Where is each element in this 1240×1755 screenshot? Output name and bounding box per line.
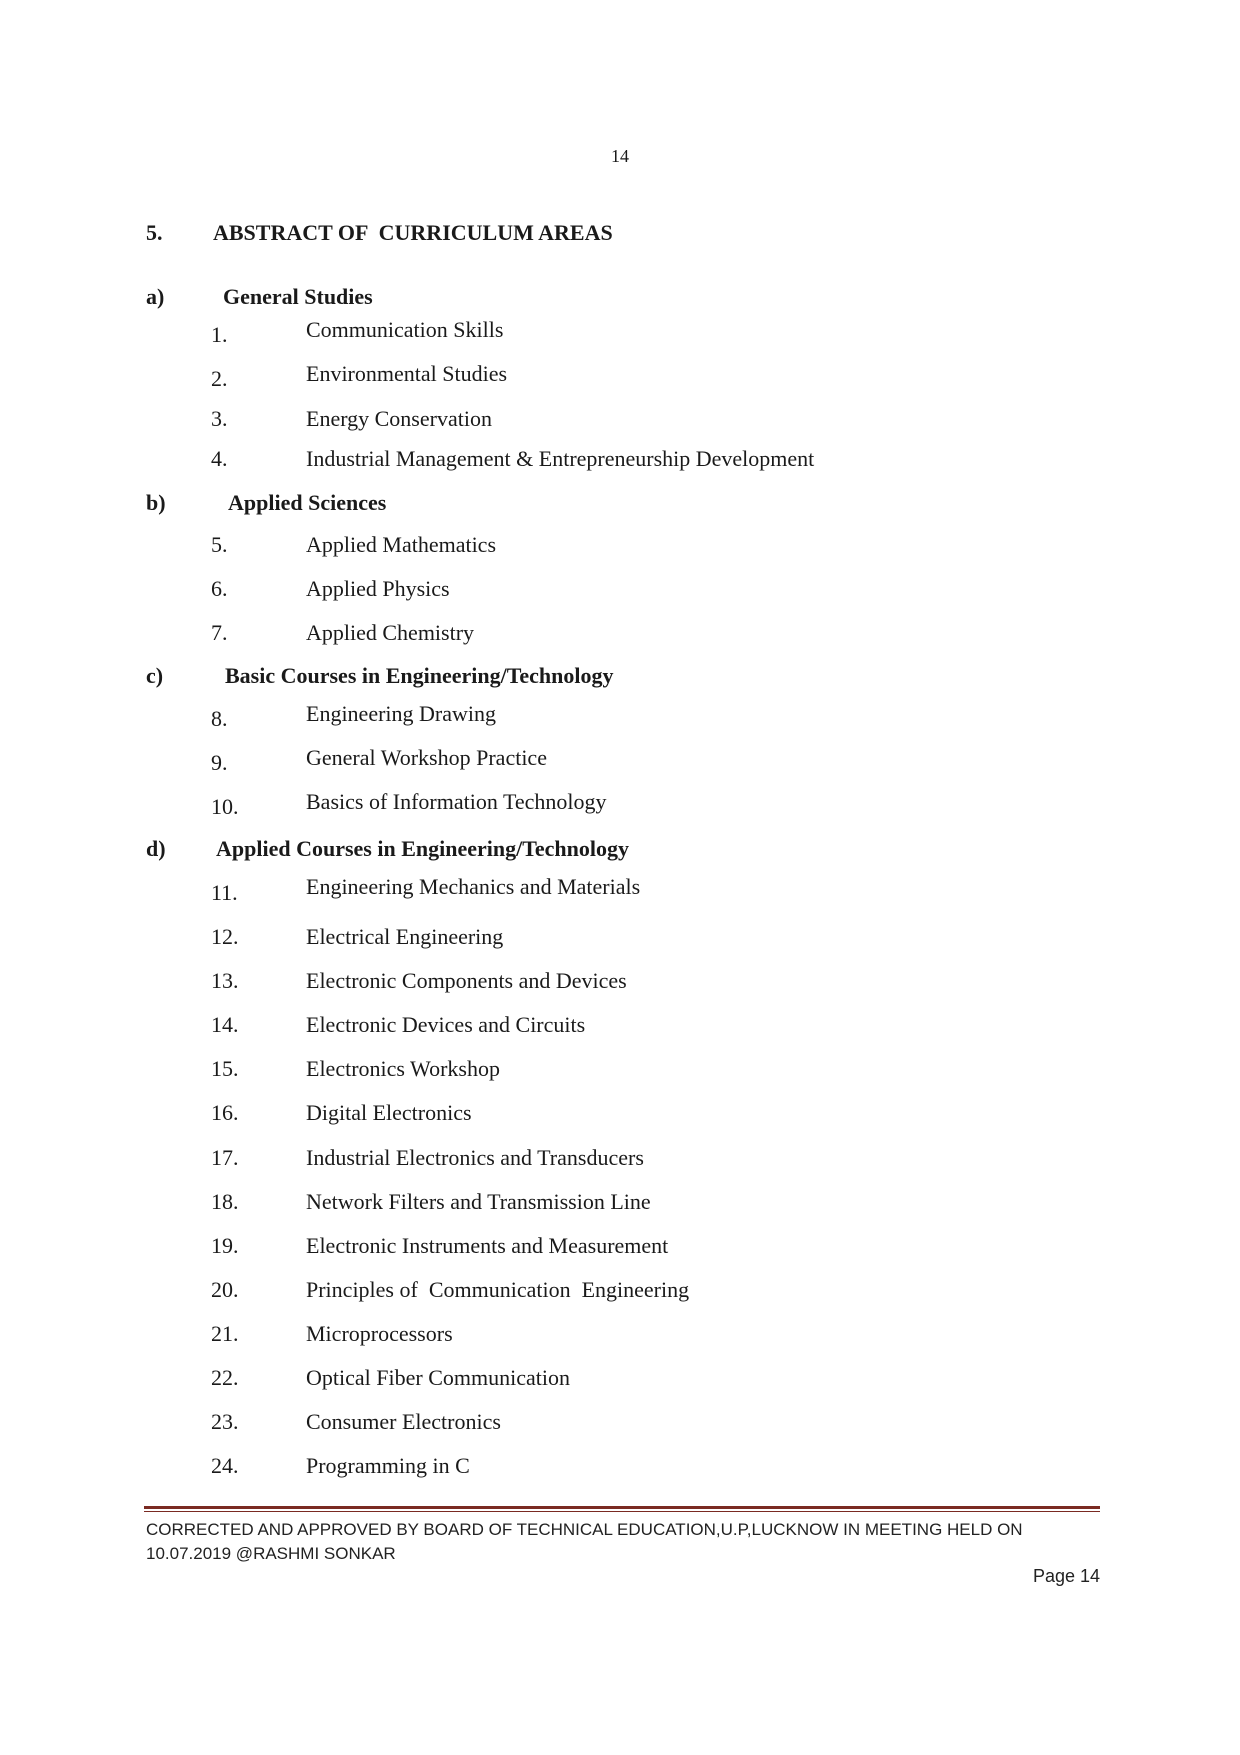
item-label: Basics of Information Technology (306, 789, 607, 814)
list-item (211, 789, 607, 820)
footer-line-1: CORRECTED AND APPROVED BY BOARD OF TECHNICAL EDUCATION,U.P,LUCKNOW IN MEETING HELD ON (146, 1520, 1023, 1539)
item-number: 14. (211, 1012, 239, 1037)
group-heading-general-studies (146, 284, 373, 310)
item-label: Programming in C (306, 1453, 470, 1478)
item-label: Digital Electronics (306, 1100, 472, 1125)
item-label: Applied Physics (306, 576, 450, 601)
item-number: 19. (211, 1233, 239, 1258)
item-number: 17. (211, 1145, 239, 1170)
item-label: Electronic Components and Devices (306, 968, 627, 993)
group-heading-applied-sciences (146, 490, 387, 516)
list-item (211, 576, 450, 602)
item-number: 12. (211, 924, 239, 949)
list-item (211, 361, 508, 392)
item-number: 10. (211, 794, 239, 819)
item-label: Engineering Drawing (306, 701, 496, 726)
list-item (211, 924, 503, 950)
list-item (211, 1012, 585, 1038)
item-number: 6. (211, 576, 228, 601)
item-number: 20. (211, 1277, 239, 1302)
item-number: 9. (211, 750, 228, 775)
footer-page-number: Page 14 (1032, 1566, 1100, 1586)
item-label: Consumer Electronics (306, 1409, 501, 1434)
group-title: Basic Courses in Engineering/Technology (225, 663, 614, 688)
item-number: 5. (211, 532, 228, 557)
list-item (211, 1277, 689, 1303)
item-label: General Workshop Practice (306, 745, 547, 770)
item-label: Energy Conservation (306, 406, 492, 431)
list-item (211, 317, 504, 348)
item-label: Electronics Workshop (306, 1056, 500, 1081)
group-title: Applied Courses in Engineering/Technology (216, 836, 629, 861)
footer-divider (144, 1506, 1100, 1512)
item-number: 8. (211, 706, 228, 731)
item-label: Industrial Electronics and Transducers (306, 1145, 644, 1170)
group-heading-basic-courses (146, 663, 614, 689)
list-item (211, 532, 496, 558)
section-heading (146, 220, 613, 246)
section-number: 5. (146, 220, 163, 245)
list-item (211, 1409, 501, 1435)
list-item (211, 701, 496, 732)
item-number: 16. (211, 1100, 239, 1125)
item-label: Engineering Mechanics and Materials (306, 874, 641, 899)
list-item (211, 620, 474, 646)
section-title: ABSTRACT OF CURRICULUM AREAS (213, 220, 613, 245)
item-label: Network Filters and Transmission Line (306, 1189, 651, 1214)
item-number: 2. (211, 366, 228, 391)
item-label: Industrial Management & Entrepreneurship Development (306, 446, 815, 471)
group-title: Applied Sciences (228, 490, 387, 515)
item-label: Electronic Devices and Circuits (306, 1012, 586, 1037)
list-item (211, 1453, 470, 1479)
list-item (211, 874, 641, 906)
item-label: Communication Skills (306, 317, 504, 342)
item-label: Electrical Engineering (306, 924, 504, 949)
item-number: 1. (211, 322, 228, 347)
item-number: 21. (211, 1321, 239, 1346)
list-item (211, 1233, 668, 1259)
item-number: 15. (211, 1056, 239, 1081)
item-number: 18. (211, 1189, 239, 1214)
item-number: 4. (211, 446, 228, 471)
item-number: 11. (211, 880, 238, 905)
item-label: Applied Chemistry (306, 620, 475, 645)
item-number: 3. (211, 406, 228, 431)
list-item (211, 1056, 500, 1082)
item-number: 7. (211, 620, 228, 645)
item-label: Principles of Communication Engineering (306, 1277, 690, 1302)
item-label: Applied Mathematics (306, 532, 497, 557)
list-item (211, 745, 547, 776)
item-label: Microprocessors (306, 1321, 453, 1346)
list-item (211, 1100, 472, 1126)
footer-line-2: 10.07.2019 @RASHMI SONKAR (146, 1544, 396, 1563)
list-item (211, 1321, 453, 1347)
item-number: 24. (211, 1453, 239, 1478)
list-item (211, 1189, 651, 1215)
group-letter: d) (146, 836, 166, 861)
list-item (211, 1365, 570, 1391)
list-item (211, 1145, 644, 1171)
page-number-top: 14 (611, 146, 629, 166)
item-label: Electronic Instruments and Measurement (306, 1233, 669, 1258)
footer-note (146, 1518, 1106, 1566)
list-item (211, 446, 814, 472)
group-letter: a) (146, 284, 165, 309)
group-letter: b) (146, 490, 166, 515)
item-number: 22. (211, 1365, 239, 1390)
list-item (211, 968, 627, 994)
list-item (211, 406, 492, 432)
item-number: 13. (211, 968, 239, 993)
group-title: General Studies (223, 284, 373, 309)
item-number: 23. (211, 1409, 239, 1434)
item-label: Environmental Studies (306, 361, 508, 386)
item-label: Optical Fiber Communication (306, 1365, 570, 1390)
group-letter: c) (146, 663, 164, 688)
group-heading-applied-courses (146, 836, 629, 862)
